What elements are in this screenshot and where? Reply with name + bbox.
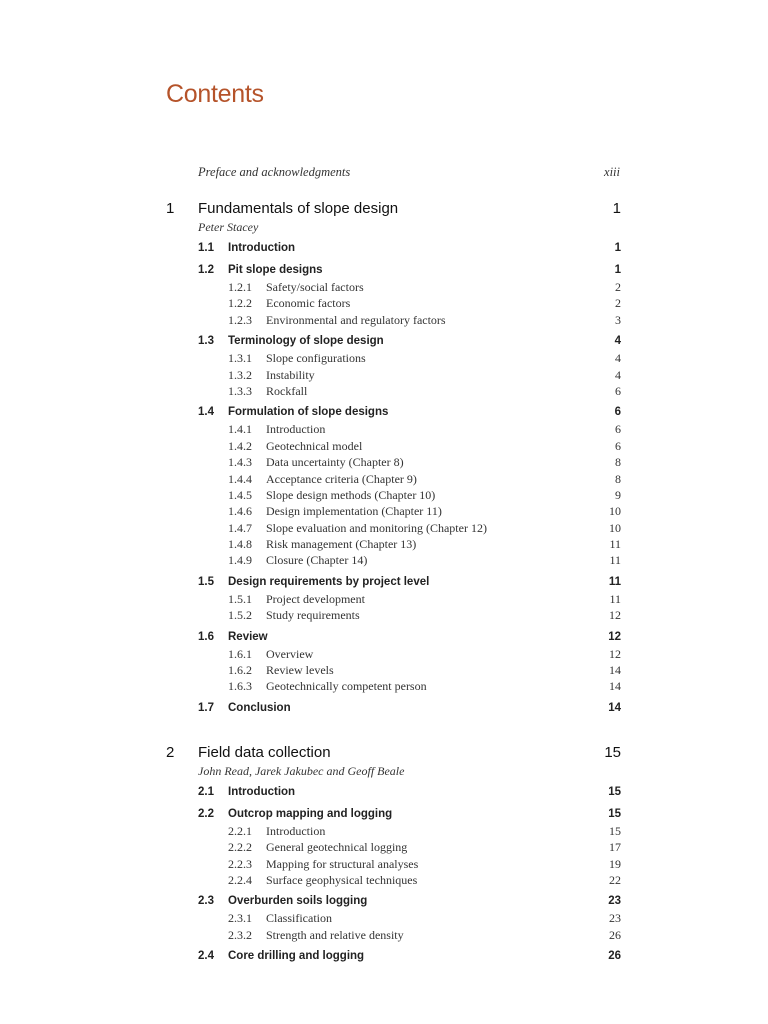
subsection-title: Surface geophysical techniques bbox=[266, 872, 418, 887]
subsection-page-number: 2 bbox=[615, 280, 621, 294]
subsection-title: Project development bbox=[266, 591, 365, 606]
toc-subsection[interactable] bbox=[228, 679, 621, 695]
toc-subsection[interactable] bbox=[228, 537, 621, 553]
chapter-page-number: 1 bbox=[612, 200, 621, 217]
section-number: 1.7 bbox=[198, 701, 214, 714]
toc-subsection[interactable] bbox=[228, 553, 621, 569]
subsection-page-number: 22 bbox=[609, 872, 621, 887]
subsection-number: 1.2.3 bbox=[228, 312, 252, 327]
subsection-number: 1.2.2 bbox=[228, 296, 252, 311]
toc-subsection[interactable] bbox=[228, 873, 621, 889]
toc-section[interactable] bbox=[198, 406, 621, 422]
toc-subsection[interactable] bbox=[228, 422, 621, 438]
subsection-title: Rockfall bbox=[266, 383, 308, 398]
subsection-page-number: 4 bbox=[615, 351, 621, 366]
section-title: Review bbox=[228, 630, 268, 643]
subsection-page-number: 19 bbox=[609, 856, 621, 871]
section-page-number: 15 bbox=[608, 807, 621, 820]
subsection-title: Geotechnical model bbox=[266, 438, 363, 453]
toc-section[interactable] bbox=[198, 808, 621, 824]
subsection-page-number: 8 bbox=[615, 471, 621, 486]
toc-subsection[interactable] bbox=[228, 439, 621, 455]
section-number: 1.3 bbox=[198, 335, 214, 348]
section-page-number: 6 bbox=[614, 406, 621, 419]
subsection-title: Risk management (Chapter 13) bbox=[266, 537, 417, 552]
section-page-number: 12 bbox=[608, 630, 621, 643]
subsection-number: 2.2.3 bbox=[228, 856, 252, 871]
toc-subsection[interactable] bbox=[228, 313, 621, 329]
section-block bbox=[166, 335, 621, 400]
subsection-page-number: 6 bbox=[615, 438, 621, 453]
section-block bbox=[166, 786, 621, 802]
subsection-number: 1.6.1 bbox=[228, 646, 252, 661]
subsection-number: 2.3.1 bbox=[228, 911, 252, 926]
subsection-number: 1.6.2 bbox=[228, 663, 252, 678]
subsection-page-number: 2 bbox=[615, 296, 621, 311]
subsection-number: 1.4.4 bbox=[228, 471, 252, 486]
section-title: Introduction bbox=[228, 242, 296, 254]
preface-title: Preface and acknowledgments bbox=[198, 165, 351, 179]
subsection-page-number: 11 bbox=[609, 553, 621, 568]
subsection-page-number: 3 bbox=[615, 312, 621, 327]
subsection-page-number: 14 bbox=[609, 679, 621, 694]
section-page-number: 1 bbox=[614, 264, 621, 276]
toc-preface-entry[interactable] bbox=[198, 165, 620, 180]
section-page-number: 26 bbox=[608, 950, 621, 963]
subsection-title: Environmental and regulatory factors bbox=[266, 312, 446, 327]
table-of-contents bbox=[166, 200, 621, 966]
subsection-page-number: 11 bbox=[609, 537, 621, 552]
toc-subsection[interactable] bbox=[228, 351, 621, 367]
subsection-number: 1.5.1 bbox=[228, 591, 252, 606]
chapter-heading[interactable] bbox=[166, 744, 621, 762]
toc-subsection[interactable] bbox=[228, 504, 621, 520]
section-number: 2.4 bbox=[198, 950, 214, 963]
chapter-authors: Peter Stacey bbox=[198, 220, 259, 234]
section-number: 2.1 bbox=[198, 785, 214, 798]
subsection-number: 2.2.1 bbox=[228, 823, 252, 838]
toc-subsection[interactable] bbox=[228, 384, 621, 400]
subsection-page-number: 26 bbox=[609, 927, 621, 942]
subsection-number: 1.4.7 bbox=[228, 520, 252, 535]
toc-section[interactable] bbox=[198, 576, 621, 592]
subsection-number: 1.2.1 bbox=[228, 280, 252, 294]
section-page-number: 15 bbox=[608, 785, 621, 798]
toc-subsection[interactable] bbox=[228, 857, 621, 873]
section-block bbox=[166, 950, 621, 966]
subsection-page-number: 17 bbox=[609, 840, 621, 855]
section-title: Core drilling and logging bbox=[228, 950, 365, 963]
subsection-number: 2.3.2 bbox=[228, 927, 252, 942]
section-page-number: 23 bbox=[608, 895, 621, 908]
section-page-number: 11 bbox=[608, 575, 621, 588]
section-number: 1.5 bbox=[198, 575, 214, 588]
subsection-title: Study requirements bbox=[266, 608, 360, 623]
section-block bbox=[166, 895, 621, 944]
toc-section[interactable] bbox=[198, 702, 621, 718]
subsection-title: Data uncertainty (Chapter 8) bbox=[266, 455, 404, 470]
section-number: 1.2 bbox=[198, 264, 214, 276]
subsection-title: Classification bbox=[266, 911, 332, 926]
chapter-number: 2 bbox=[166, 743, 175, 761]
chapter-page-number: 15 bbox=[604, 743, 621, 761]
toc-section[interactable] bbox=[198, 264, 621, 280]
toc-subsection[interactable] bbox=[228, 368, 621, 384]
toc-subsection[interactable] bbox=[228, 296, 621, 312]
chapter-block bbox=[166, 744, 621, 966]
toc-subsection[interactable] bbox=[228, 488, 621, 504]
subsection-page-number: 10 bbox=[609, 520, 621, 535]
subsection-title: Closure (Chapter 14) bbox=[266, 553, 368, 568]
section-block bbox=[166, 576, 621, 625]
toc-section[interactable] bbox=[198, 242, 621, 258]
subsection-title: Slope design methods (Chapter 10) bbox=[266, 487, 436, 502]
subsection-page-number: 4 bbox=[615, 367, 621, 382]
subsection-number: 1.4.1 bbox=[228, 422, 252, 437]
subsection-page-number: 8 bbox=[615, 455, 621, 470]
section-title: Overburden soils logging bbox=[228, 895, 368, 908]
section-block bbox=[166, 264, 621, 329]
section-title: Terminology of slope design bbox=[228, 335, 384, 348]
toc-subsection[interactable] bbox=[228, 472, 621, 488]
subsection-page-number: 15 bbox=[609, 823, 621, 838]
subsection-number: 1.4.6 bbox=[228, 504, 252, 519]
subsection-title: Introduction bbox=[266, 422, 326, 437]
subsection-number: 1.4.9 bbox=[228, 553, 252, 568]
subsection-number: 1.4.5 bbox=[228, 487, 252, 502]
subsection-title: Strength and relative density bbox=[266, 927, 404, 942]
subsection-title: Acceptance criteria (Chapter 9) bbox=[266, 471, 417, 486]
section-title: Pit slope designs bbox=[228, 264, 323, 276]
toc-subsection[interactable] bbox=[228, 521, 621, 537]
chapter-title: Fundamentals of slope design bbox=[198, 200, 399, 217]
subsection-title: Geotechnically competent person bbox=[266, 679, 427, 694]
toc-section[interactable] bbox=[198, 895, 621, 911]
toc-subsection[interactable] bbox=[228, 647, 621, 663]
subsection-title: General geotechnical logging bbox=[266, 840, 408, 855]
subsection-number: 1.3.3 bbox=[228, 383, 252, 398]
subsection-title: Overview bbox=[266, 646, 314, 661]
section-title: Introduction bbox=[228, 785, 296, 798]
section-block bbox=[166, 702, 621, 718]
subsection-title: Economic factors bbox=[266, 296, 351, 311]
toc-subsection[interactable] bbox=[228, 592, 621, 608]
subsection-number: 1.5.2 bbox=[228, 608, 252, 623]
chapter-number: 1 bbox=[166, 200, 175, 217]
toc-subsection[interactable] bbox=[228, 455, 621, 471]
section-block bbox=[166, 242, 621, 258]
subsection-page-number: 12 bbox=[609, 608, 621, 623]
toc-section[interactable] bbox=[198, 631, 621, 647]
subsection-title: Mapping for structural analyses bbox=[266, 856, 419, 871]
page-title: Contents bbox=[166, 80, 264, 108]
subsection-number: 1.3.2 bbox=[228, 367, 252, 382]
subsection-page-number: 12 bbox=[609, 646, 621, 661]
subsection-title: Design implementation (Chapter 11) bbox=[266, 504, 442, 519]
subsection-page-number: 23 bbox=[609, 911, 621, 926]
subsection-number: 1.4.3 bbox=[228, 455, 252, 470]
toc-subsection[interactable] bbox=[228, 608, 621, 624]
toc-section[interactable] bbox=[198, 786, 621, 802]
subsection-number: 2.2.2 bbox=[228, 840, 252, 855]
subsection-page-number: 11 bbox=[609, 591, 621, 606]
chapter-block bbox=[166, 200, 621, 718]
section-page-number: 1 bbox=[614, 242, 621, 254]
subsection-page-number: 6 bbox=[615, 383, 621, 398]
subsection-number: 1.4.2 bbox=[228, 438, 252, 453]
section-number: 1.6 bbox=[198, 630, 214, 643]
subsection-page-number: 14 bbox=[609, 663, 621, 678]
section-title: Design requirements by project level bbox=[228, 575, 430, 588]
section-block bbox=[166, 406, 621, 570]
subsection-title: Safety/social factors bbox=[266, 280, 364, 294]
subsection-page-number: 9 bbox=[615, 487, 621, 502]
section-number: 2.3 bbox=[198, 895, 214, 908]
subsection-page-number: 10 bbox=[609, 504, 621, 519]
section-title: Formulation of slope designs bbox=[228, 406, 389, 419]
subsection-title: Slope configurations bbox=[266, 351, 366, 366]
section-title: Conclusion bbox=[228, 701, 291, 714]
section-block bbox=[166, 631, 621, 696]
chapter-heading[interactable] bbox=[166, 200, 621, 218]
toc-section[interactable] bbox=[198, 950, 621, 966]
toc-subsection[interactable] bbox=[228, 824, 621, 840]
section-page-number: 4 bbox=[614, 335, 621, 348]
section-block bbox=[166, 808, 621, 890]
chapter-title: Field data collection bbox=[198, 743, 331, 761]
section-number: 1.1 bbox=[198, 242, 214, 254]
preface-page-number: xiii bbox=[604, 165, 620, 179]
toc-subsection[interactable] bbox=[228, 911, 621, 927]
toc-subsection[interactable] bbox=[228, 280, 621, 296]
toc-subsection[interactable] bbox=[228, 663, 621, 679]
section-number: 2.2 bbox=[198, 807, 214, 820]
subsection-number: 1.6.3 bbox=[228, 679, 252, 694]
section-number: 1.4 bbox=[198, 406, 214, 419]
section-title: Outcrop mapping and logging bbox=[228, 807, 393, 820]
subsection-number: 1.3.1 bbox=[228, 351, 252, 366]
section-page-number: 14 bbox=[608, 701, 621, 714]
chapter-authors: John Read, Jarek Jakubec and Geoff Beale bbox=[198, 763, 405, 778]
subsection-title: Review levels bbox=[266, 663, 334, 678]
subsection-title: Instability bbox=[266, 367, 315, 382]
subsection-number: 2.2.4 bbox=[228, 872, 252, 887]
toc-subsection[interactable] bbox=[228, 840, 621, 856]
subsection-page-number: 6 bbox=[615, 422, 621, 437]
subsection-title: Slope evaluation and monitoring (Chapter 12) bbox=[266, 520, 487, 535]
subsection-title: Introduction bbox=[266, 823, 326, 838]
toc-subsection[interactable] bbox=[228, 928, 621, 944]
toc-section[interactable] bbox=[198, 335, 621, 351]
subsection-number: 1.4.8 bbox=[228, 537, 252, 552]
